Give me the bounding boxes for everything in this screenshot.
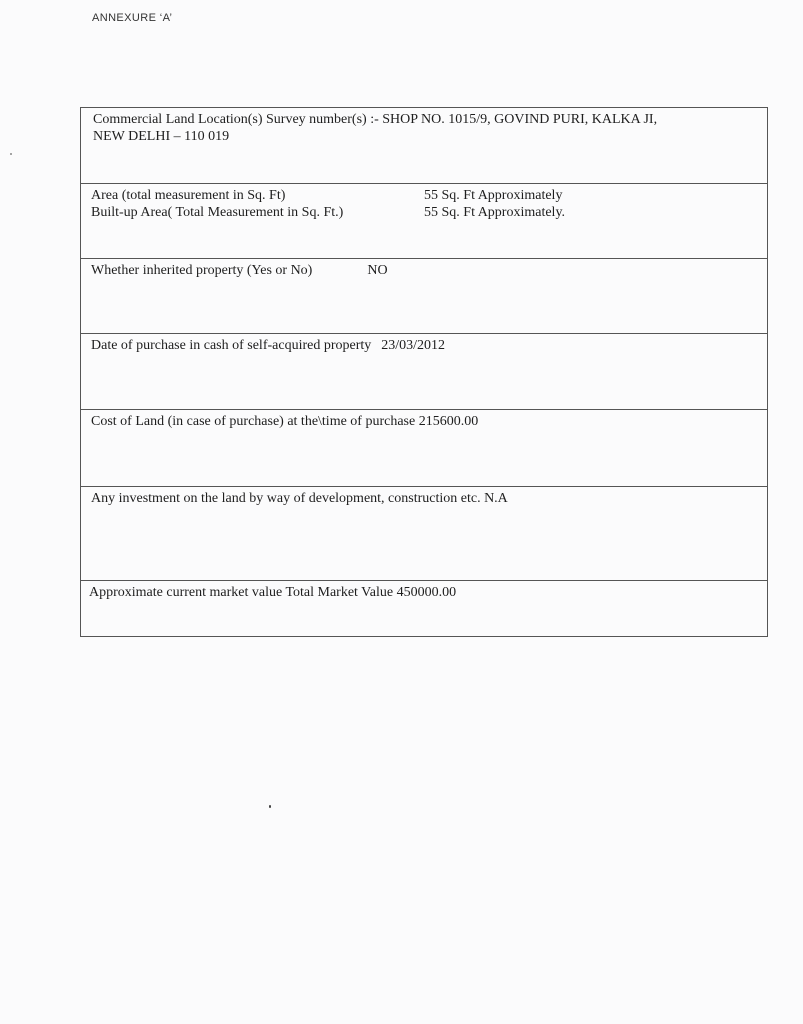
cost-row — [81, 410, 767, 487]
purchase-date-row — [81, 334, 767, 410]
scan-speck — [10, 153, 12, 155]
total-area-value: 55 Sq. Ft Approximately — [424, 188, 563, 203]
inherited-label: Whether inherited property (Yes or No) — [91, 263, 313, 278]
purchase-date-label: Date of purchase in cash of self-acquired property — [91, 338, 372, 353]
investment-row — [81, 487, 767, 581]
inherited-value: NO — [367, 263, 388, 278]
total-area-pair — [91, 187, 757, 204]
inherited-row — [81, 259, 767, 334]
market-value-row — [81, 581, 767, 636]
builtup-area-label: Built-up Area( Total Measurement in Sq. Ft.) — [91, 205, 344, 220]
location-row — [81, 108, 767, 184]
annexure-heading: ANNEXURE ‘A’ — [92, 12, 173, 24]
market-value-text: Approximate current market value Total Market Value 450000.00 — [89, 585, 457, 600]
investment-text: Any investment on the land by way of development, construction etc. N.A — [91, 491, 508, 506]
purchase-date-value: 23/03/2012 — [381, 338, 446, 353]
builtup-area-value: 55 Sq. Ft Approximately. — [424, 205, 566, 220]
location-line-2: NEW DELHI – 110 019 — [93, 129, 230, 144]
area-row — [81, 184, 767, 259]
cost-text: Cost of Land (in case of purchase) at the\time of purchase 215600.00 — [91, 414, 479, 429]
location-line-1: Commercial Land Location(s) Survey number(s) :- SHOP NO. 1015/9, GOVIND PURI, KALKA JI, — [93, 112, 658, 127]
total-area-label: Area (total measurement in Sq. Ft) — [91, 188, 286, 203]
scan-speck — [269, 805, 271, 808]
property-details-table — [80, 107, 768, 637]
builtup-area-pair — [91, 204, 757, 221]
